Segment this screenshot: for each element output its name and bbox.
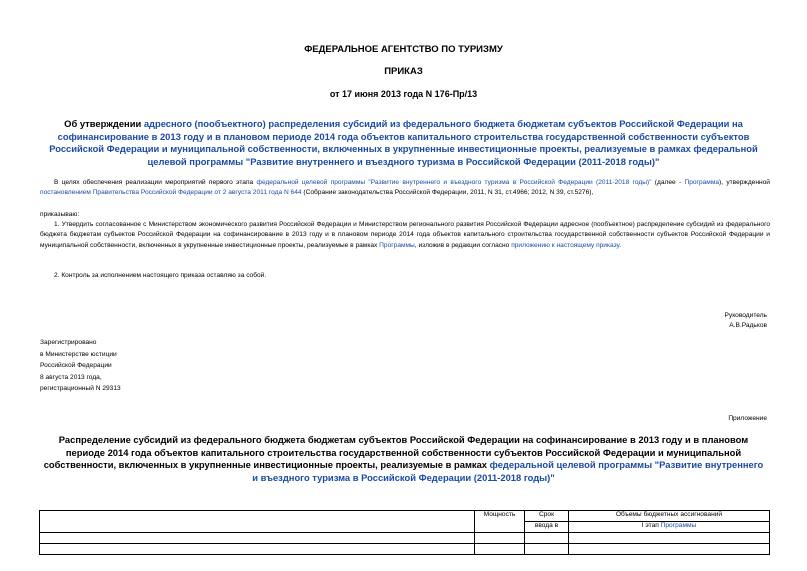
table-cell-empty xyxy=(475,533,525,544)
table-row xyxy=(40,544,770,555)
registration-line: 8 августа 2013 года, xyxy=(40,373,102,381)
preamble-text-2: (далее - xyxy=(651,179,685,186)
budget-table xyxy=(39,510,770,555)
item1-program-link[interactable]: Программы xyxy=(379,241,415,249)
table-cell-empty xyxy=(40,511,475,533)
item2-text: 2. Контроль за исполнением настоящего приказа оставляю за собой. xyxy=(54,272,267,279)
stage-program-link[interactable]: Программы xyxy=(660,522,697,529)
signature-name: А.В.Радьков xyxy=(729,322,767,329)
item1-text-3: . xyxy=(619,241,622,249)
table-cell-empty xyxy=(569,533,770,544)
item1-text-1: 1. Утвердить согласованное с Министерством экономического развития Российской Федерации и Министерством регионального развития Российской Федерации адресное (пообъектное) распределение субсидий из федерального бюджета бюджетам субъектов Российской Федерации на софинансирование в 2013 году и в плановом периоде 2014 года объектов капитального строительства государственной собственности субъектов Российской Федерации и муниципальной собственности, включенных в укрупненные инвестиционные проекты, реализуемые в рамках xyxy=(40,221,770,249)
appendix-title xyxy=(40,434,767,484)
order-title xyxy=(40,118,767,168)
table-cell-empty xyxy=(475,544,525,555)
order-title-link[interactable]: адресного (пообъектного) распределения субсидий из федерального бюджета бюджетам субъектов Российской Федерации на софинансирование в 2013 году и в плановом периоде 2014 года объектов капитального строительства государственной собственности субъектов Российской Федерации и муниципальной собственности, включенных в укрупненные инвестиционные проекты, реализуемые в рамках федеральной целевой программы "Развитие внутреннего и въездного туризма в Российской Федерации (2011-2018 годы)" xyxy=(49,118,758,167)
table-cell-empty xyxy=(525,533,569,544)
document-type: ПРИКАЗ xyxy=(384,66,423,77)
table-cell-empty xyxy=(40,533,475,544)
signature-position: Руководитель xyxy=(724,312,767,319)
registration-line: Российской Федерации xyxy=(40,362,112,369)
table-cell-empty xyxy=(40,544,475,555)
order-item-2 xyxy=(40,271,770,281)
registration-line: в Министерстве юстиции xyxy=(40,350,117,358)
preamble-text-3: ), утвержденной xyxy=(719,179,770,186)
order-word: приказываю: xyxy=(40,211,80,218)
header-term-1: Срок xyxy=(525,511,569,522)
registration-line: Зарегистрировано xyxy=(40,339,97,346)
agency-name: ФЕДЕРАЛЬНОЕ АГЕНТСТВО ПО ТУРИЗМУ xyxy=(304,44,503,55)
stage-text: I этап xyxy=(641,522,661,529)
order-title-prefix: Об утверждении xyxy=(64,118,144,129)
header-capacity: Мощность xyxy=(475,511,525,533)
appendix-link[interactable]: приложению к настоящему приказу xyxy=(511,241,620,249)
order-date-number: от 17 июня 2013 года N 176-Пр/13 xyxy=(329,89,478,99)
table-cell-empty xyxy=(569,544,770,555)
preamble-paragraph xyxy=(40,178,770,199)
appendix-label: Приложение xyxy=(728,415,767,422)
program-link[interactable]: федеральной целевой программы "Развитие внутреннего и въездного туризма в Российской Федерации (2011-2018 годы)" xyxy=(256,179,652,186)
registration-line: регистрационный N 29313 xyxy=(40,385,121,392)
header-term-2: ввода в xyxy=(525,522,569,533)
government-decree-link[interactable]: постановлением Правительства Российской Федерации от 2 августа 2011 года N 644 xyxy=(40,189,302,197)
appendix-program-link[interactable]: федеральной целевой программы "Развитие внутреннего и въездного туризма в Российской Федерации (2011-2018 годы)" xyxy=(252,459,764,483)
preamble-text-1: В целях обеспечения реализации мероприятий первого этапа xyxy=(54,179,257,186)
appendix-title-text: Распределение субсидий из федерального бюджета бюджетам субъектов Российской Федерации на софинансирование в 2013 году и в плановом периоде 2014 года объектов капитального строительства государственной собственности субъектов Российской Федерации и муниципальной собственности, включенных в укрупненные инвестиционные проекты, реализуемые в рамках xyxy=(43,434,749,471)
preamble-text-4: (Собрание законодательства Российской Федерации, 2011, N 31, ст.4966; 2012, N 39, ст.5276), xyxy=(301,189,594,197)
program-short-link[interactable]: Программа xyxy=(684,179,720,186)
registration-block xyxy=(40,338,121,396)
order-item-1 xyxy=(40,220,770,251)
table-row xyxy=(40,533,770,544)
header-stage xyxy=(569,522,770,533)
table-cell-empty xyxy=(525,544,569,555)
header-budget: Объемы бюджетных ассигнований xyxy=(569,511,770,522)
item1-text-2: , изложив в редакции согласно xyxy=(414,241,512,249)
table-row xyxy=(40,511,770,522)
